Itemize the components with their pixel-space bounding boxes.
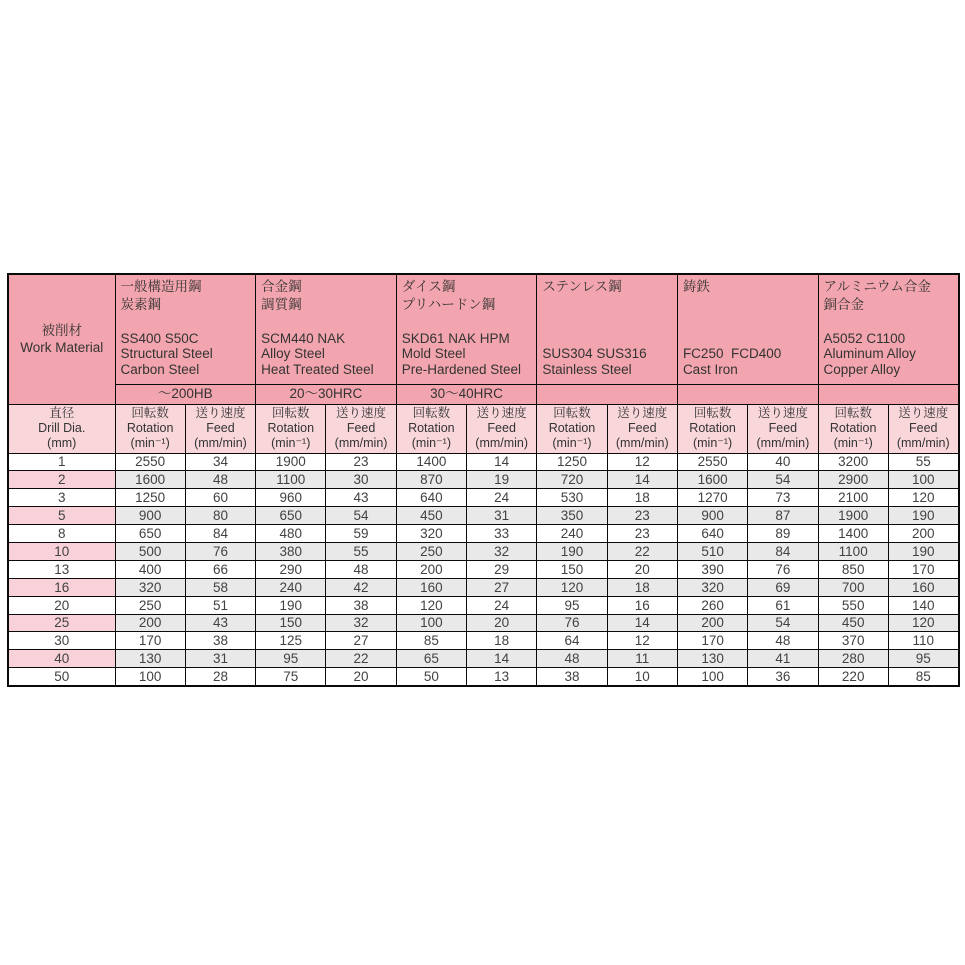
hardness-row (8, 384, 959, 404)
rotation-cell: 390 (677, 560, 747, 578)
dia-cell: 16 (8, 578, 115, 596)
rotation-header-cell (115, 404, 185, 453)
feed-cell: 20 (467, 614, 537, 632)
rotation-cell: 290 (256, 560, 326, 578)
rotation-cell: 76 (537, 614, 607, 632)
dia-cell: 3 (8, 489, 115, 507)
feed-cell: 14 (467, 650, 537, 668)
hardness-cell-3: 30～40HRC (396, 384, 537, 404)
material-jp-names (261, 278, 392, 313)
rotation-cell: 150 (537, 560, 607, 578)
rotation-cell: 1900 (256, 453, 326, 471)
hardness-cell-5 (677, 384, 818, 404)
column-header-row (8, 404, 959, 453)
rotation-header-cell (677, 404, 747, 453)
hardness-cell-2: 20～30HRC (256, 384, 397, 404)
rotation-cell: 130 (115, 650, 185, 668)
rotation-cell: 1250 (537, 453, 607, 471)
material-jp-names (121, 278, 252, 313)
feed-cell: 48 (326, 560, 396, 578)
feed-cell: 27 (467, 578, 537, 596)
material-en-line: Stainless Steel (542, 361, 632, 377)
table-row (8, 453, 959, 471)
rotation-header-cell (256, 404, 326, 453)
rotation-cell: 240 (537, 525, 607, 543)
feed-cell: 12 (607, 632, 677, 650)
material-text-block (116, 275, 256, 379)
table-row (8, 668, 959, 686)
material-en-names (542, 346, 673, 377)
rotation-cell: 120 (537, 578, 607, 596)
dia-cell: 20 (8, 596, 115, 614)
material-jp-line: ダイス鋼 (401, 279, 456, 294)
rotation-header-cell-jp: 回転数 (412, 405, 451, 420)
feed-cell: 32 (326, 614, 396, 632)
rotation-header-cell-jp: 回転数 (553, 405, 591, 420)
dia-cell: 10 (8, 542, 115, 560)
rotation-cell: 650 (115, 525, 185, 543)
feed-header-cell-en: Feed (346, 420, 376, 435)
rotation-header-cell-en: Rotation (126, 420, 174, 435)
feed-cell: 66 (185, 560, 255, 578)
hardness-cell-6 (818, 384, 959, 404)
feed-cell: 48 (185, 471, 255, 489)
feed-cell: 200 (888, 525, 958, 543)
material-en-line: Carbon Steel (120, 361, 200, 377)
material-en-line: Copper Alloy (823, 361, 901, 377)
feed-cell: 69 (748, 578, 818, 596)
rotation-cell: 260 (677, 596, 747, 614)
dia-cell: 8 (8, 525, 115, 543)
material-en-line: SS400 S50C (120, 330, 199, 346)
rotation-header-cell-unit: (min⁻¹) (692, 436, 733, 451)
feed-header-cell-unit: (mm/min) (475, 436, 529, 451)
rotation-cell: 320 (396, 525, 466, 543)
rotation-header-cell-unit: (min⁻¹) (552, 436, 592, 451)
feed-header-cell-jp: 送り速度 (195, 405, 246, 420)
feed-cell: 23 (607, 507, 677, 525)
dia-cell: 25 (8, 614, 115, 632)
rotation-header-cell-jp: 回転数 (131, 405, 169, 420)
dia-cell: 30 (8, 632, 115, 650)
material-header-row (8, 274, 959, 384)
feed-cell: 59 (326, 525, 396, 543)
material-en-names (824, 331, 954, 378)
material-jp-line: 炭素鋼 (120, 296, 161, 312)
rotation-cell: 900 (677, 507, 747, 525)
material-en-line: Alloy Steel (261, 346, 325, 361)
material-text-block (256, 275, 396, 379)
rotation-cell: 870 (396, 471, 466, 489)
rotation-header-cell-unit: (min⁻¹) (411, 436, 451, 451)
material-jp-names (824, 278, 954, 313)
feed-cell: 120 (888, 489, 958, 507)
rotation-header-cell (396, 404, 466, 453)
drill-dia-unit: (mm) (47, 436, 77, 451)
material-en-line: Cast Iron (682, 361, 738, 377)
rotation-cell: 75 (256, 668, 326, 686)
feed-cell: 84 (185, 525, 255, 543)
feed-cell: 14 (607, 471, 677, 489)
feed-header-cell-unit: (mm/min) (615, 436, 669, 451)
material-header-cell-4 (537, 274, 678, 384)
material-en-names (683, 346, 814, 377)
material-en-line: SKD61 NAK HPM (401, 330, 510, 346)
feed-cell: 55 (326, 542, 396, 560)
feed-cell: 10 (607, 668, 677, 686)
feed-cell: 100 (888, 471, 958, 489)
rotation-cell: 450 (396, 507, 466, 525)
feed-cell: 61 (748, 596, 818, 614)
feed-cell: 23 (326, 453, 396, 471)
rotation-cell: 95 (256, 650, 326, 668)
feed-cell: 20 (326, 668, 396, 686)
feed-cell: 48 (748, 632, 818, 650)
table-row (8, 471, 959, 489)
rotation-cell: 2550 (115, 453, 185, 471)
rotation-cell: 48 (537, 650, 607, 668)
material-en-line: Heat Treated Steel (261, 361, 374, 377)
feed-header-cell-jp: 送り速度 (757, 405, 808, 420)
feed-cell: 55 (888, 453, 958, 471)
feed-cell: 14 (467, 453, 537, 471)
table-row (8, 489, 959, 507)
rotation-cell: 1600 (115, 471, 185, 489)
rotation-cell: 200 (677, 614, 747, 632)
rotation-cell: 1100 (818, 542, 888, 560)
feed-cell: 16 (607, 596, 677, 614)
feed-cell: 160 (888, 578, 958, 596)
table-row (8, 650, 959, 668)
feed-cell: 18 (467, 632, 537, 650)
feed-header-cell (185, 404, 255, 453)
feed-header-cell-en: Feed (909, 420, 938, 435)
material-en-names (402, 331, 533, 378)
dia-cell: 50 (8, 668, 115, 686)
feed-cell: 30 (326, 471, 396, 489)
material-en-line: SCM440 NAK (261, 330, 346, 346)
feed-cell: 40 (748, 453, 818, 471)
feed-cell: 54 (326, 507, 396, 525)
material-jp-line: 一般構造用鋼 (120, 279, 202, 294)
material-en-line: Pre-Hardened Steel (401, 361, 522, 377)
rotation-cell: 160 (396, 578, 466, 596)
feed-cell: 190 (888, 542, 958, 560)
feed-cell: 58 (185, 578, 255, 596)
feed-cell: 54 (748, 471, 818, 489)
rotation-cell: 320 (677, 578, 747, 596)
drill-dia-header-cell (8, 404, 115, 453)
rotation-header-cell-en: Rotation (689, 420, 736, 435)
rotation-cell: 380 (256, 542, 326, 560)
feed-header-cell-jp: 送り速度 (476, 405, 527, 420)
rotation-cell: 190 (537, 542, 607, 560)
feed-cell: 12 (607, 453, 677, 471)
feed-cell: 120 (888, 614, 958, 632)
material-en-line: Structural Steel (120, 346, 213, 361)
feed-header-cell (326, 404, 396, 453)
material-text-block (678, 275, 818, 379)
material-jp-line: プリハードン鋼 (401, 296, 496, 312)
table-row (8, 596, 959, 614)
feed-cell: 13 (467, 668, 537, 686)
material-en-line: Mold Steel (401, 346, 466, 361)
feed-header-cell-en: Feed (768, 420, 798, 435)
feed-header-cell-en: Feed (206, 420, 235, 435)
hardness-cell-1: ～200HB (115, 384, 256, 404)
dia-cell: 2 (8, 471, 115, 489)
rotation-cell: 320 (115, 578, 185, 596)
rotation-cell: 280 (818, 650, 888, 668)
material-jp-names (402, 278, 533, 313)
rotation-cell: 200 (396, 560, 466, 578)
feed-header-cell-jp: 送り速度 (617, 405, 668, 420)
feed-cell: 95 (888, 650, 958, 668)
material-text-block (397, 275, 537, 379)
feed-cell: 27 (326, 632, 396, 650)
material-header-cell-5 (677, 274, 818, 384)
rotation-cell: 1400 (818, 525, 888, 543)
rotation-cell: 170 (115, 632, 185, 650)
feed-cell: 110 (888, 632, 958, 650)
feed-cell: 38 (185, 632, 255, 650)
rotation-cell: 1400 (396, 453, 466, 471)
feed-header-cell (607, 404, 677, 453)
feed-cell: 18 (607, 489, 677, 507)
feed-header-cell (467, 404, 537, 453)
rotation-cell: 510 (677, 542, 747, 560)
material-jp-line: 鋳鉄 (682, 279, 710, 294)
feed-cell: 24 (467, 489, 537, 507)
rotation-cell: 530 (537, 489, 607, 507)
feed-cell: 76 (748, 560, 818, 578)
feed-cell: 43 (185, 614, 255, 632)
feed-cell: 18 (607, 578, 677, 596)
feed-cell: 43 (326, 489, 396, 507)
feed-cell: 85 (888, 668, 958, 686)
table-row (8, 525, 959, 543)
drill-dia-en: Drill Dia. (38, 420, 86, 435)
feed-cell: 22 (326, 650, 396, 668)
feed-cell: 80 (185, 507, 255, 525)
rotation-cell: 38 (537, 668, 607, 686)
rotation-cell: 125 (256, 632, 326, 650)
feed-header-cell-en: Feed (628, 420, 657, 435)
feed-header-cell (748, 404, 818, 453)
rotation-cell: 220 (818, 668, 888, 686)
material-header-cell-1 (115, 274, 256, 384)
rotation-cell: 200 (115, 614, 185, 632)
drill-dia-jp: 直径 (49, 405, 75, 420)
rotation-cell: 190 (256, 596, 326, 614)
rotation-cell: 700 (818, 578, 888, 596)
rotation-header-cell-jp: 回転数 (834, 405, 872, 420)
rotation-cell: 250 (396, 542, 466, 560)
table-row (8, 507, 959, 525)
material-header-cell-6 (818, 274, 959, 384)
feed-header-cell (888, 404, 958, 453)
feed-cell: 28 (185, 668, 255, 686)
rotation-cell: 120 (396, 596, 466, 614)
feed-cell: 31 (467, 507, 537, 525)
feed-cell: 14 (607, 614, 677, 632)
work-material-label-jp: 被削材 (41, 323, 82, 339)
rotation-cell: 150 (256, 614, 326, 632)
rotation-cell: 170 (677, 632, 747, 650)
feed-cell: 84 (748, 542, 818, 560)
rotation-cell: 720 (537, 471, 607, 489)
feed-cell: 38 (326, 596, 396, 614)
rotation-cell: 100 (677, 668, 747, 686)
rotation-cell: 960 (256, 489, 326, 507)
feed-cell: 51 (185, 596, 255, 614)
material-en-line: Aluminum Alloy (823, 346, 916, 361)
rotation-cell: 640 (677, 525, 747, 543)
table-row (8, 632, 959, 650)
feed-cell: 76 (185, 542, 255, 560)
work-material-label-en: Work Material (20, 340, 104, 356)
rotation-cell: 480 (256, 525, 326, 543)
rotation-cell: 1270 (677, 489, 747, 507)
rotation-cell: 2550 (677, 453, 747, 471)
table-row (8, 560, 959, 578)
rotation-cell: 1250 (115, 489, 185, 507)
rotation-cell: 850 (818, 560, 888, 578)
rotation-header-cell-en: Rotation (408, 420, 455, 435)
material-text-block (537, 275, 677, 379)
rotation-header-cell-en: Rotation (829, 420, 877, 435)
rotation-cell: 370 (818, 632, 888, 650)
rotation-cell: 1900 (818, 507, 888, 525)
material-en-names (261, 331, 392, 378)
feed-cell: 22 (607, 542, 677, 560)
material-jp-line: アルミニウム合金 (823, 279, 931, 294)
material-en-line: SUS304 SUS316 (542, 346, 647, 361)
material-jp-line: 調質鋼 (261, 296, 302, 312)
rotation-cell: 250 (115, 596, 185, 614)
feed-cell: 33 (467, 525, 537, 543)
rotation-header-cell (537, 404, 607, 453)
material-header-cell-3 (396, 274, 537, 384)
rotation-header-cell-jp: 回転数 (272, 405, 310, 420)
material-jp-line: ステンレス鋼 (542, 279, 622, 294)
rotation-cell: 1100 (256, 471, 326, 489)
feed-cell: 24 (467, 596, 537, 614)
material-en-line: A5052 C1100 (823, 330, 906, 346)
feed-header-cell-unit: (mm/min) (896, 436, 950, 451)
rotation-cell: 3200 (818, 453, 888, 471)
feed-cell: 32 (467, 542, 537, 560)
dia-cell: 13 (8, 560, 115, 578)
work-material-header-cell (8, 274, 115, 404)
feed-cell: 34 (185, 453, 255, 471)
feed-cell: 31 (185, 650, 255, 668)
feed-header-cell-unit: (mm/min) (756, 436, 810, 451)
rotation-header-cell-en: Rotation (548, 420, 596, 435)
rotation-cell: 640 (396, 489, 466, 507)
rotation-cell: 500 (115, 542, 185, 560)
feed-header-cell-jp: 送り速度 (336, 405, 387, 420)
rotation-cell: 64 (537, 632, 607, 650)
dia-cell: 5 (8, 507, 115, 525)
rotation-header-cell-unit: (min⁻¹) (271, 436, 311, 451)
rotation-header-cell-unit: (min⁻¹) (130, 436, 170, 451)
dia-cell: 1 (8, 453, 115, 471)
rotation-cell: 400 (115, 560, 185, 578)
feed-cell: 87 (748, 507, 818, 525)
rotation-cell: 100 (115, 668, 185, 686)
feed-cell: 190 (888, 507, 958, 525)
material-en-names (121, 331, 252, 378)
rotation-cell: 900 (115, 507, 185, 525)
feed-cell: 11 (607, 650, 677, 668)
material-jp-line: 銅合金 (823, 296, 865, 312)
feed-header-cell-unit: (mm/min) (334, 436, 388, 451)
feed-cell: 140 (888, 596, 958, 614)
rotation-cell: 350 (537, 507, 607, 525)
feed-cell: 60 (185, 489, 255, 507)
rotation-cell: 100 (396, 614, 466, 632)
material-jp-names (683, 278, 814, 296)
rotation-cell: 1600 (677, 471, 747, 489)
rotation-cell: 50 (396, 668, 466, 686)
feed-cell: 23 (607, 525, 677, 543)
material-jp-names (542, 278, 673, 296)
cutting-conditions-table (7, 273, 960, 687)
feed-header-cell-unit: (mm/min) (194, 436, 247, 451)
rotation-cell: 2900 (818, 471, 888, 489)
rotation-cell: 550 (818, 596, 888, 614)
feed-cell: 41 (748, 650, 818, 668)
rotation-cell: 2100 (818, 489, 888, 507)
cutting-conditions-table-wrap (7, 273, 958, 687)
material-jp-line: 合金鋼 (261, 279, 302, 294)
feed-cell: 29 (467, 560, 537, 578)
feed-cell: 54 (748, 614, 818, 632)
feed-header-cell-en: Feed (487, 420, 516, 435)
feed-cell: 73 (748, 489, 818, 507)
rotation-header-cell-unit: (min⁻¹) (833, 436, 873, 451)
hardness-cell-4 (537, 384, 678, 404)
table-row (8, 578, 959, 596)
rotation-cell: 95 (537, 596, 607, 614)
feed-cell: 20 (607, 560, 677, 578)
rotation-header-cell-jp: 回転数 (693, 405, 732, 420)
material-header-cell-2 (256, 274, 397, 384)
feed-cell: 42 (326, 578, 396, 596)
feed-cell: 89 (748, 525, 818, 543)
rotation-header-cell (818, 404, 888, 453)
dia-cell: 40 (8, 650, 115, 668)
feed-cell: 36 (748, 668, 818, 686)
material-en-line: FC250 FCD400 (682, 346, 782, 361)
rotation-cell: 85 (396, 632, 466, 650)
rotation-cell: 650 (256, 507, 326, 525)
table-row (8, 542, 959, 560)
rotation-cell: 450 (818, 614, 888, 632)
feed-cell: 170 (888, 560, 958, 578)
feed-header-cell-jp: 送り速度 (898, 405, 949, 420)
material-text-block (819, 275, 958, 379)
rotation-cell: 130 (677, 650, 747, 668)
rotation-header-cell-en: Rotation (267, 420, 315, 435)
rotation-cell: 65 (396, 650, 466, 668)
rotation-cell: 240 (256, 578, 326, 596)
feed-cell: 19 (467, 471, 537, 489)
table-row (8, 614, 959, 632)
